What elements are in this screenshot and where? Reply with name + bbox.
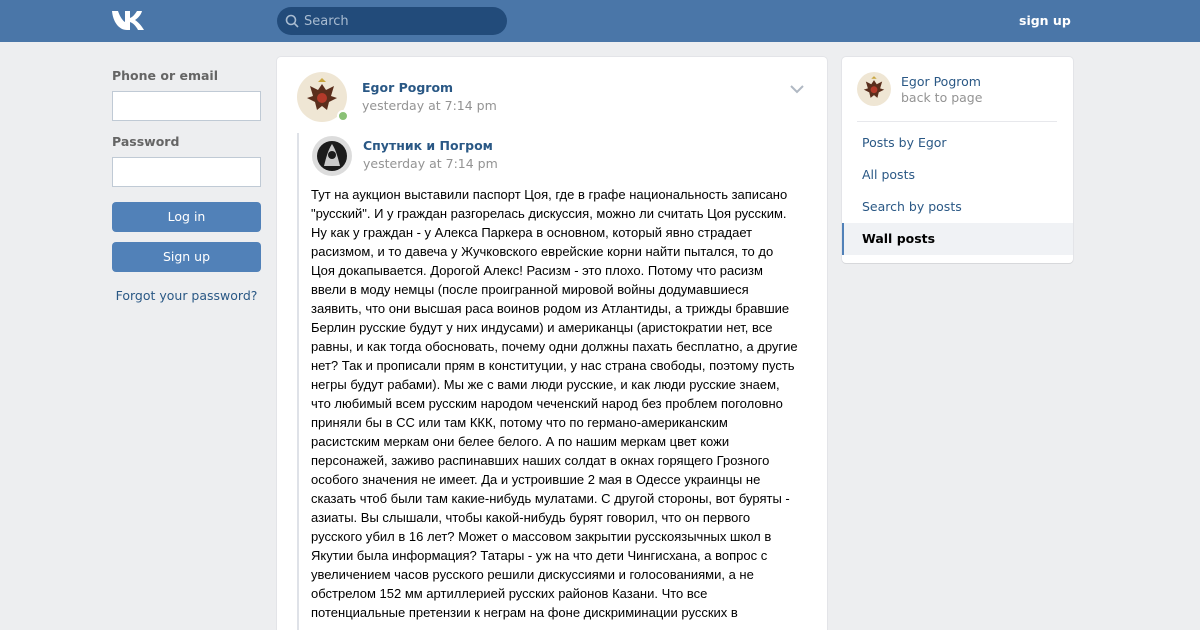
menu-all-posts[interactable]: All posts bbox=[862, 167, 915, 182]
sign-up-link[interactable]: sign up bbox=[1019, 13, 1071, 28]
online-status-icon bbox=[337, 110, 349, 122]
sidebar-divider bbox=[857, 121, 1057, 122]
eagle-emblem-icon bbox=[857, 72, 891, 106]
log-in-button[interactable]: Log in bbox=[112, 202, 261, 232]
repost-avatar[interactable] bbox=[312, 136, 352, 176]
phone-email-field[interactable] bbox=[112, 91, 261, 121]
menu-wall-posts[interactable]: Wall posts bbox=[842, 223, 1073, 255]
chevron-down-icon[interactable] bbox=[790, 84, 804, 94]
sidebar-avatar[interactable] bbox=[857, 72, 891, 106]
menu-search-by-posts[interactable]: Search by posts bbox=[862, 199, 962, 214]
forgot-password-link[interactable]: Forgot your password? bbox=[115, 288, 258, 303]
phone-label: Phone or email bbox=[112, 68, 218, 83]
menu-posts-by-egor[interactable]: Posts by Egor bbox=[862, 135, 947, 150]
repost-author-name[interactable]: Спутник и Погром bbox=[363, 138, 493, 153]
sidebar-profile-name[interactable]: Egor Pogrom bbox=[901, 74, 981, 89]
post-author-name[interactable]: Egor Pogrom bbox=[362, 80, 454, 95]
top-bar bbox=[0, 0, 1200, 42]
back-to-page-link[interactable]: back to page bbox=[901, 90, 983, 105]
password-label: Password bbox=[112, 134, 180, 149]
post-text: Тут на аукцион выставили паспорт Цоя, где в графе национальность записано "русский". И у граждан разгорелась дискуссия, можно ли считать Цоя русским. Ну как у граждан - у Алекса Паркера в основном, который явно страдает расизмом, и то давеча у Жучковского еврейские корни найти пытался, то до Цоя докапывается. Дорогой Алекс! Расизм - это плохо. Потому что расизм ввели в моду немцы (после проигранной мировой войны додумавшиеся заявить, что они высшая раса воинов родом из Атлантиды, а трижды бравшие Берлин русские будут у них индусами) и американцы (аристократии нет, все равны, и как тогда обосновать, почему одни должны пахать бесплатно, а другие нет? Так и прописали прям в конституции, у нас страна свободы, поэтому пусть негры будут рабами). Мы же с вами люди русские, и как люди русские знаем, что любимый всем русским народом чеченский народ без проблем поголовно приняли бы в СС или там ККК, потому что по германо-американским расистским меркам они белее белого. А по нашим меркам цвет кожи персонажей, заживо распинавших наших солдат в окнах горящего Грозного особого значения не имеет. Да и устроившие 2 мая в Одессе украинцы не сказать чтоб были там какие-нибудь мулатами. С другой стороны, вот буряты - азиаты. Вы слышали, чтобы какой-нибудь бурят говорил, что он первого русского убил в 16 лет? Может о массовом закрытии русскоязычных школ в Якутии была информация? Татары - уж на что дети Чингисхана, а вопрос с увеличением часов русского решили дискуссиями и голосованиями, а не обстрелом 152 мм артиллерией русских районов Казани. Что все потенциальные претензии к неграм на фоне дискриминации русских в bbox=[311, 187, 798, 620]
repost-date[interactable]: yesterday at 7:14 pm bbox=[363, 156, 498, 171]
repost-divider bbox=[297, 133, 299, 630]
password-field[interactable] bbox=[112, 157, 261, 187]
search-input[interactable] bbox=[304, 7, 499, 35]
vk-logo-icon[interactable] bbox=[111, 9, 145, 31]
sputnik-pogrom-logo-icon bbox=[312, 136, 352, 176]
sign-up-button[interactable]: Sign up bbox=[112, 242, 261, 272]
search-icon bbox=[285, 14, 299, 28]
post-date[interactable]: yesterday at 7:14 pm bbox=[362, 98, 497, 113]
search-box[interactable] bbox=[277, 7, 507, 35]
